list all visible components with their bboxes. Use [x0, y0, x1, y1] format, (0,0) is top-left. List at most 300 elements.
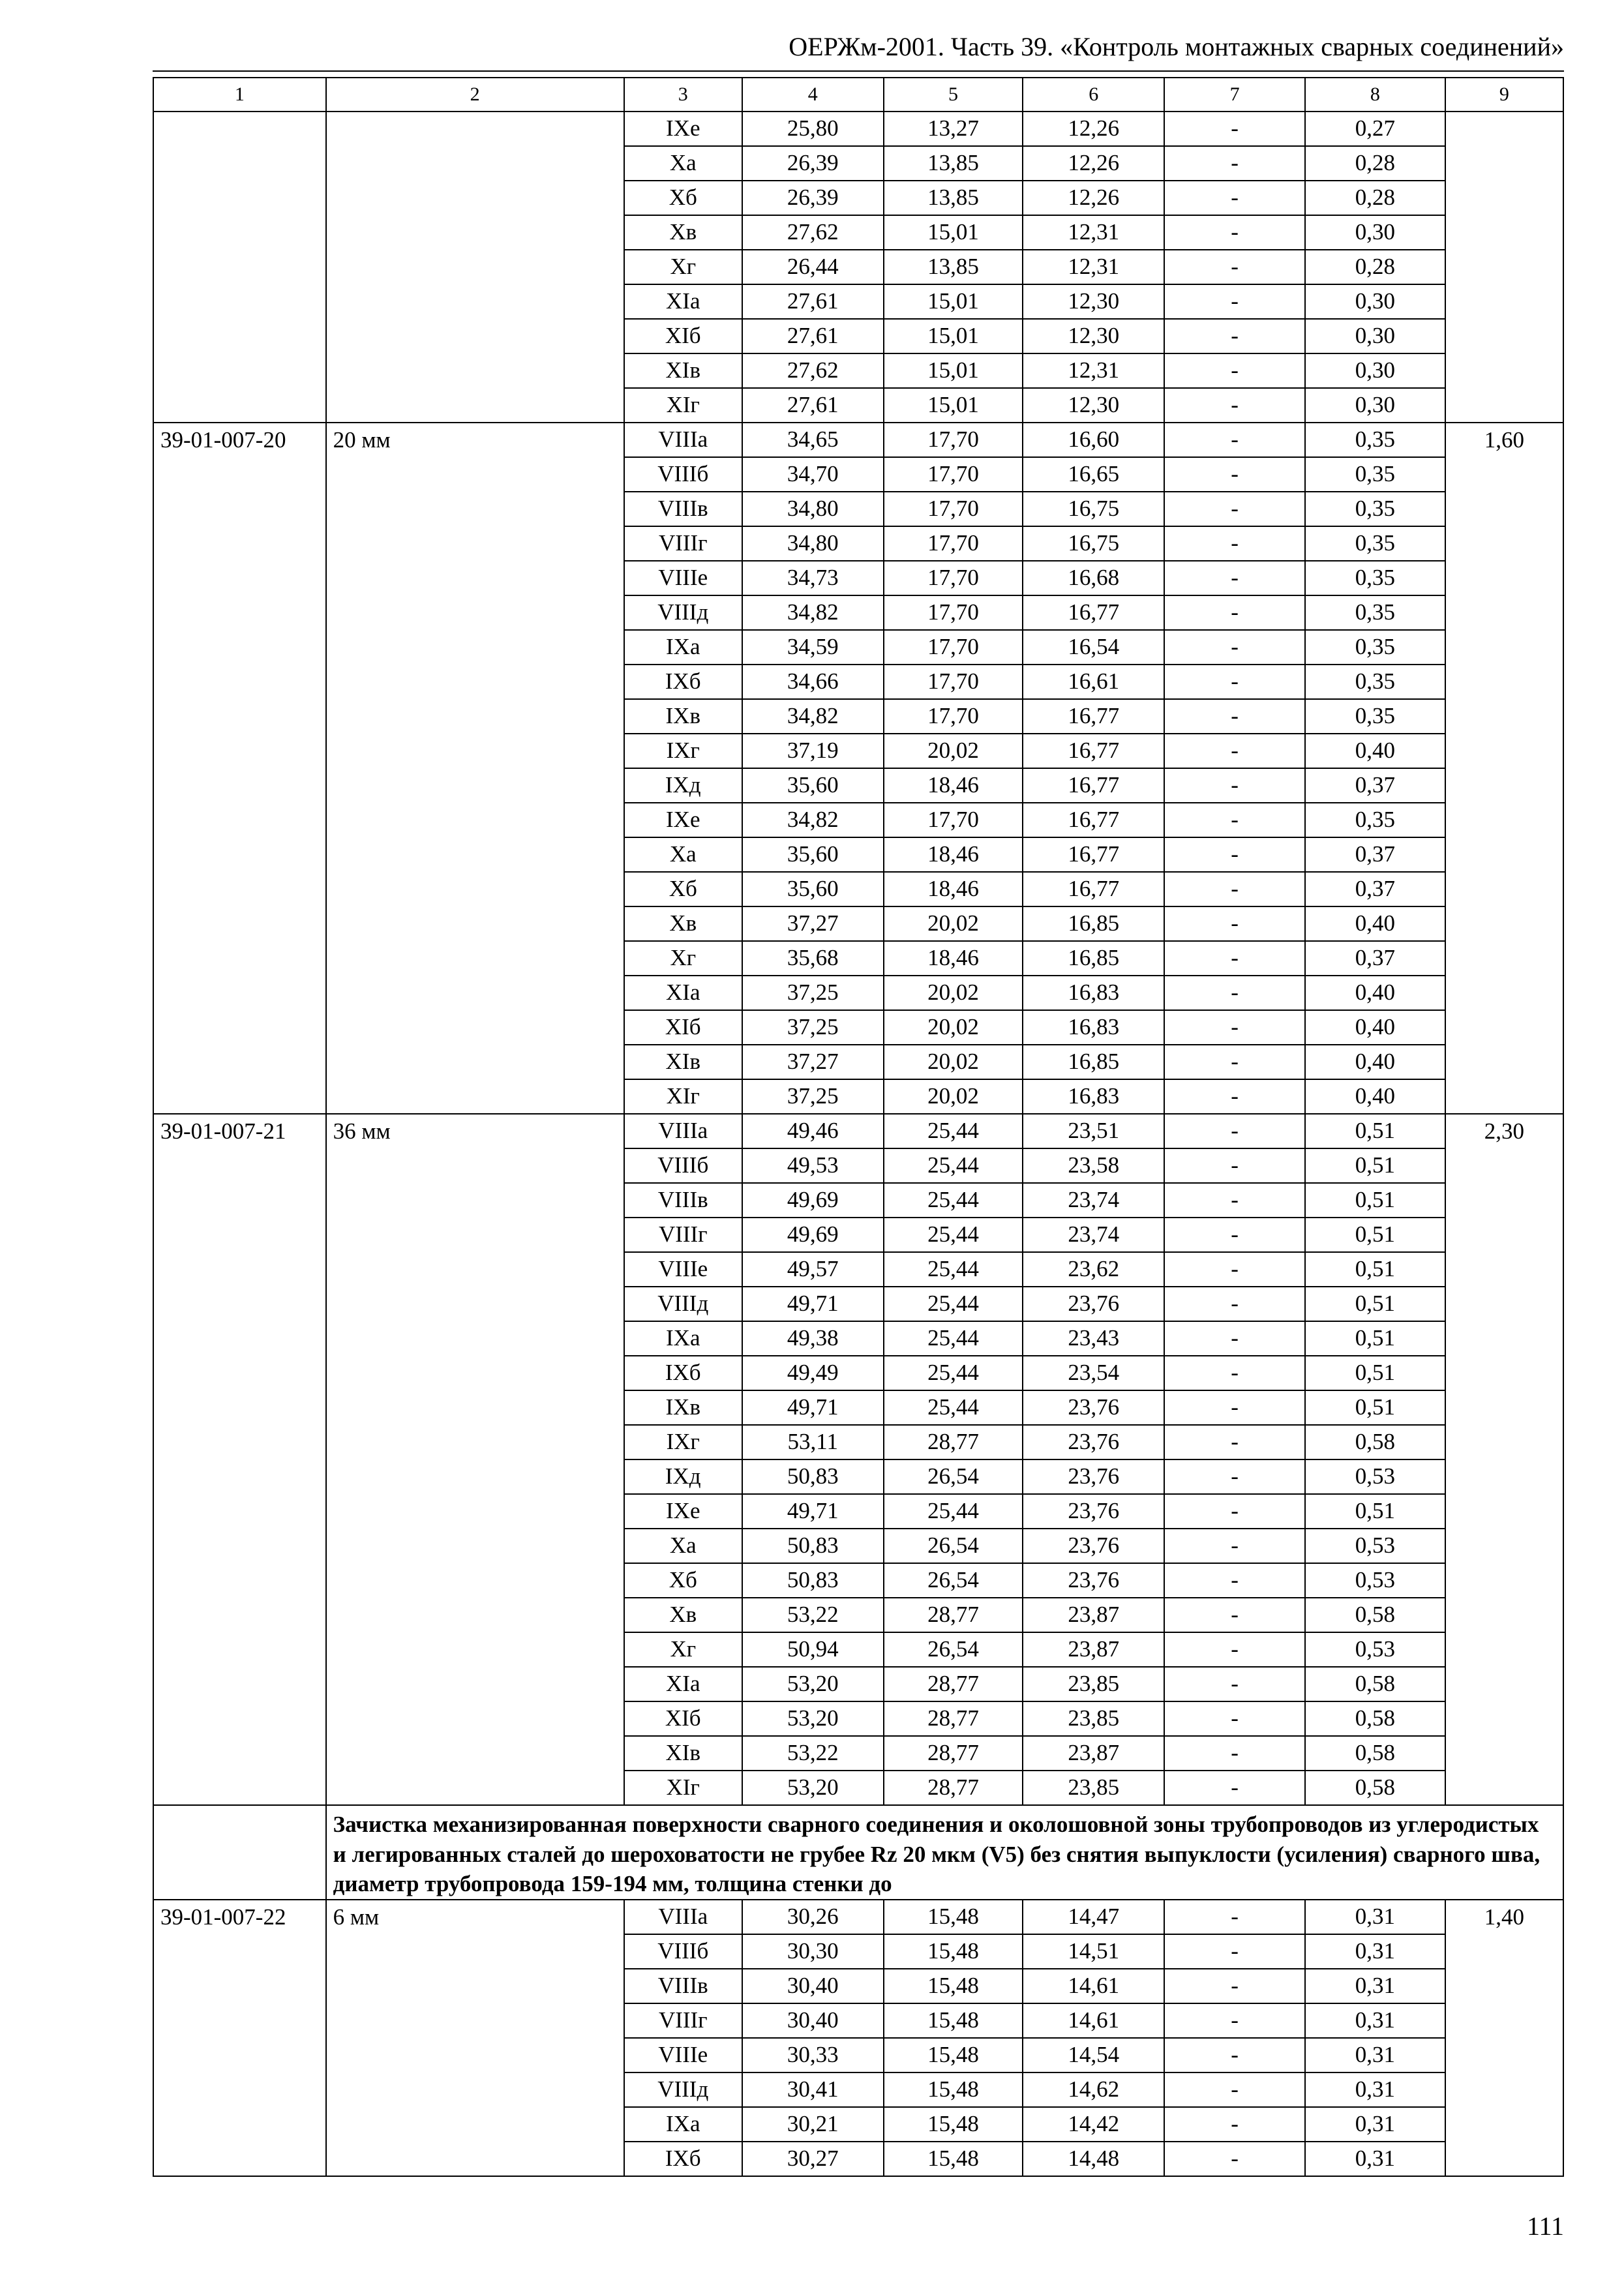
total-cost-cell: 26,39 [742, 181, 884, 215]
materials-cell: 0,53 [1305, 1459, 1445, 1494]
total-cost-cell: 37,25 [742, 1010, 884, 1045]
drivers-wages-cell: - [1164, 526, 1305, 561]
grade-cell: IXг [624, 1425, 742, 1459]
drivers-wages-cell: - [1164, 1148, 1305, 1183]
wages-cell: 18,46 [884, 768, 1023, 803]
drivers-wages-cell: - [1164, 388, 1305, 423]
total-cost-cell: 30,33 [742, 2038, 884, 2072]
materials-cell: 0,37 [1305, 768, 1445, 803]
drivers-wages-cell: - [1164, 2142, 1305, 2176]
materials-cell: 0,51 [1305, 1287, 1445, 1321]
drivers-wages-cell: - [1164, 906, 1305, 941]
grade-cell: XIа [624, 976, 742, 1010]
materials-cell: 0,30 [1305, 319, 1445, 353]
materials-cell: 0,31 [1305, 2072, 1445, 2107]
machines-cell: 12,26 [1023, 146, 1164, 181]
machines-cell: 16,77 [1023, 803, 1164, 837]
wages-cell: 25,44 [884, 1287, 1023, 1321]
grade-cell: VIIIб [624, 1148, 742, 1183]
wages-cell: 28,77 [884, 1667, 1023, 1701]
materials-cell: 0,58 [1305, 1701, 1445, 1736]
drivers-wages-cell: - [1164, 1900, 1305, 1934]
wages-cell: 15,01 [884, 215, 1023, 250]
total-cost-cell: 26,44 [742, 250, 884, 284]
column-number: 5 [884, 78, 1023, 112]
materials-cell: 0,51 [1305, 1148, 1445, 1183]
total-cost-cell: 49,71 [742, 1390, 884, 1425]
grade-cell: VIIIа [624, 1114, 742, 1148]
labor-norm: 1,40 [1445, 1900, 1563, 2176]
grade-cell: IXе [624, 1494, 742, 1529]
materials-cell: 0,31 [1305, 2003, 1445, 2038]
machines-cell: 23,87 [1023, 1736, 1164, 1771]
drivers-wages-cell: - [1164, 1563, 1305, 1598]
materials-cell: 0,27 [1305, 112, 1445, 146]
machines-cell: 23,87 [1023, 1632, 1164, 1667]
machines-cell: 23,85 [1023, 1701, 1164, 1736]
materials-cell: 0,58 [1305, 1667, 1445, 1701]
materials-cell: 0,51 [1305, 1183, 1445, 1218]
wages-cell: 13,85 [884, 250, 1023, 284]
grade-cell: VIIIг [624, 1218, 742, 1252]
table-row [153, 1900, 1563, 1934]
total-cost-cell: 50,83 [742, 1529, 884, 1563]
section-spacer [153, 1805, 326, 1900]
materials-cell: 0,58 [1305, 1736, 1445, 1771]
wages-cell: 15,48 [884, 2038, 1023, 2072]
total-cost-cell: 49,53 [742, 1148, 884, 1183]
materials-cell: 0,35 [1305, 457, 1445, 492]
wages-cell: 28,77 [884, 1771, 1023, 1805]
machines-cell: 14,42 [1023, 2107, 1164, 2142]
grade-cell: VIIIв [624, 1183, 742, 1218]
grade-cell: IXе [624, 112, 742, 146]
drivers-wages-cell: - [1164, 1969, 1305, 2003]
total-cost-cell: 49,46 [742, 1114, 884, 1148]
drivers-wages-cell: - [1164, 1287, 1305, 1321]
total-cost-cell: 30,30 [742, 1934, 884, 1969]
machines-cell: 12,31 [1023, 353, 1164, 388]
total-cost-cell: 30,21 [742, 2107, 884, 2142]
drivers-wages-cell: - [1164, 492, 1305, 526]
total-cost-cell: 34,65 [742, 423, 884, 457]
wages-cell: 25,44 [884, 1390, 1023, 1425]
drivers-wages-cell: - [1164, 941, 1305, 976]
drivers-wages-cell: - [1164, 595, 1305, 630]
wages-cell: 28,77 [884, 1425, 1023, 1459]
total-cost-cell: 27,61 [742, 388, 884, 423]
machines-cell: 23,87 [1023, 1598, 1164, 1632]
materials-cell: 0,35 [1305, 492, 1445, 526]
wages-cell: 15,48 [884, 1900, 1023, 1934]
total-cost-cell: 50,83 [742, 1563, 884, 1598]
materials-cell: 0,51 [1305, 1494, 1445, 1529]
grade-cell: Xа [624, 837, 742, 872]
total-cost-cell: 49,71 [742, 1287, 884, 1321]
materials-cell: 0,35 [1305, 803, 1445, 837]
materials-cell: 0,37 [1305, 872, 1445, 906]
drivers-wages-cell: - [1164, 112, 1305, 146]
drivers-wages-cell: - [1164, 1079, 1305, 1114]
materials-cell: 0,28 [1305, 250, 1445, 284]
materials-cell: 0,31 [1305, 1969, 1445, 2003]
wages-cell: 26,54 [884, 1632, 1023, 1667]
wages-cell: 18,46 [884, 941, 1023, 976]
materials-cell: 0,35 [1305, 595, 1445, 630]
materials-cell: 0,31 [1305, 2142, 1445, 2176]
machines-cell: 16,77 [1023, 595, 1164, 630]
machines-cell: 16,77 [1023, 734, 1164, 768]
wages-cell: 25,44 [884, 1252, 1023, 1287]
section-row [153, 1805, 1563, 1900]
drivers-wages-cell: - [1164, 1667, 1305, 1701]
machines-cell: 23,85 [1023, 1667, 1164, 1701]
grade-cell: IXб [624, 1356, 742, 1390]
drivers-wages-cell: - [1164, 2072, 1305, 2107]
machines-cell: 23,76 [1023, 1390, 1164, 1425]
drivers-wages-cell: - [1164, 1771, 1305, 1805]
materials-cell: 0,51 [1305, 1218, 1445, 1252]
header-rule [153, 70, 1564, 72]
wages-cell: 20,02 [884, 906, 1023, 941]
total-cost-cell: 49,57 [742, 1252, 884, 1287]
total-cost-cell: 35,60 [742, 768, 884, 803]
machines-cell: 23,76 [1023, 1563, 1164, 1598]
materials-cell: 0,51 [1305, 1356, 1445, 1390]
grade-cell: Xв [624, 215, 742, 250]
total-cost-cell: 25,80 [742, 112, 884, 146]
materials-cell: 0,30 [1305, 353, 1445, 388]
rate-code: 39-01-007-20 [153, 423, 326, 1114]
drivers-wages-cell: - [1164, 976, 1305, 1010]
grade-cell: Xг [624, 250, 742, 284]
drivers-wages-cell: - [1164, 630, 1305, 665]
drivers-wages-cell: - [1164, 1390, 1305, 1425]
grade-cell: XIг [624, 1771, 742, 1805]
total-cost-cell: 49,69 [742, 1183, 884, 1218]
total-cost-cell: 53,20 [742, 1701, 884, 1736]
machines-cell: 12,30 [1023, 284, 1164, 319]
wages-cell: 20,02 [884, 1045, 1023, 1079]
total-cost-cell: 53,22 [742, 1736, 884, 1771]
wages-cell: 18,46 [884, 872, 1023, 906]
grade-cell: XIв [624, 1736, 742, 1771]
materials-cell: 0,35 [1305, 561, 1445, 595]
wages-cell: 17,70 [884, 526, 1023, 561]
machines-cell: 12,31 [1023, 250, 1164, 284]
total-cost-cell: 53,22 [742, 1598, 884, 1632]
grade-cell: VIIIе [624, 561, 742, 595]
materials-cell: 0,51 [1305, 1114, 1445, 1148]
wages-cell: 15,48 [884, 2142, 1023, 2176]
wages-cell: 13,85 [884, 181, 1023, 215]
wages-cell: 25,44 [884, 1321, 1023, 1356]
drivers-wages-cell: - [1164, 1632, 1305, 1667]
total-cost-cell: 30,27 [742, 2142, 884, 2176]
drivers-wages-cell: - [1164, 1494, 1305, 1529]
materials-cell: 0,40 [1305, 1045, 1445, 1079]
wages-cell: 17,70 [884, 803, 1023, 837]
total-cost-cell: 49,49 [742, 1356, 884, 1390]
materials-cell: 0,58 [1305, 1771, 1445, 1805]
drivers-wages-cell: - [1164, 457, 1305, 492]
drivers-wages-cell: - [1164, 319, 1305, 353]
wages-cell: 20,02 [884, 1010, 1023, 1045]
wages-cell: 25,44 [884, 1114, 1023, 1148]
rate-code [153, 112, 326, 423]
drivers-wages-cell: - [1164, 1321, 1305, 1356]
rates-table [153, 77, 1564, 2177]
grade-cell: VIIIг [624, 2003, 742, 2038]
drivers-wages-cell: - [1164, 2038, 1305, 2072]
machines-cell: 14,61 [1023, 1969, 1164, 2003]
drivers-wages-cell: - [1164, 1045, 1305, 1079]
machines-cell: 14,48 [1023, 2142, 1164, 2176]
total-cost-cell: 37,19 [742, 734, 884, 768]
grade-cell: XIг [624, 388, 742, 423]
machines-cell: 23,58 [1023, 1148, 1164, 1183]
total-cost-cell: 34,80 [742, 492, 884, 526]
grade-cell: VIIIд [624, 2072, 742, 2107]
total-cost-cell: 53,20 [742, 1667, 884, 1701]
wages-cell: 17,70 [884, 630, 1023, 665]
grade-cell: XIб [624, 1010, 742, 1045]
drivers-wages-cell: - [1164, 353, 1305, 388]
total-cost-cell: 53,11 [742, 1425, 884, 1459]
total-cost-cell: 35,60 [742, 872, 884, 906]
machines-cell: 14,47 [1023, 1900, 1164, 1934]
drivers-wages-cell: - [1164, 284, 1305, 319]
grade-cell: Xв [624, 1598, 742, 1632]
grade-cell: VIIIб [624, 457, 742, 492]
drivers-wages-cell: - [1164, 699, 1305, 734]
materials-cell: 0,53 [1305, 1563, 1445, 1598]
column-number: 3 [624, 78, 742, 112]
grade-cell: VIIIе [624, 1252, 742, 1287]
wages-cell: 25,44 [884, 1183, 1023, 1218]
drivers-wages-cell: - [1164, 2003, 1305, 2038]
machines-cell: 16,77 [1023, 699, 1164, 734]
total-cost-cell: 30,41 [742, 2072, 884, 2107]
grade-cell: VIIIд [624, 595, 742, 630]
wages-cell: 17,70 [884, 561, 1023, 595]
machines-cell: 16,75 [1023, 526, 1164, 561]
wages-cell: 17,70 [884, 699, 1023, 734]
grade-cell: VIIIв [624, 492, 742, 526]
grade-cell: VIIIа [624, 1900, 742, 1934]
total-cost-cell: 37,25 [742, 976, 884, 1010]
column-number-row [153, 78, 1563, 112]
machines-cell: 12,31 [1023, 215, 1164, 250]
machines-cell: 16,54 [1023, 630, 1164, 665]
machines-cell: 16,60 [1023, 423, 1164, 457]
labor-norm: 1,60 [1445, 423, 1563, 1114]
materials-cell: 0,40 [1305, 976, 1445, 1010]
grade-cell: Xа [624, 146, 742, 181]
machines-cell: 23,74 [1023, 1218, 1164, 1252]
machines-cell: 23,54 [1023, 1356, 1164, 1390]
drivers-wages-cell: - [1164, 1934, 1305, 1969]
wall-thickness [326, 112, 624, 423]
total-cost-cell: 27,62 [742, 215, 884, 250]
machines-cell: 16,77 [1023, 768, 1164, 803]
materials-cell: 0,28 [1305, 181, 1445, 215]
drivers-wages-cell: - [1164, 1252, 1305, 1287]
wages-cell: 13,27 [884, 112, 1023, 146]
grade-cell: VIIIб [624, 1934, 742, 1969]
total-cost-cell: 27,62 [742, 353, 884, 388]
grade-cell: VIIIг [624, 526, 742, 561]
machines-cell: 16,77 [1023, 837, 1164, 872]
wages-cell: 28,77 [884, 1701, 1023, 1736]
drivers-wages-cell: - [1164, 215, 1305, 250]
machines-cell: 16,68 [1023, 561, 1164, 595]
grade-cell: XIг [624, 1079, 742, 1114]
machines-cell: 23,51 [1023, 1114, 1164, 1148]
total-cost-cell: 50,83 [742, 1459, 884, 1494]
materials-cell: 0,37 [1305, 837, 1445, 872]
total-cost-cell: 50,94 [742, 1632, 884, 1667]
machines-cell: 12,26 [1023, 181, 1164, 215]
grade-cell: Xб [624, 1563, 742, 1598]
materials-cell: 0,51 [1305, 1321, 1445, 1356]
grade-cell: IXа [624, 1321, 742, 1356]
machines-cell: 12,26 [1023, 112, 1164, 146]
materials-cell: 0,30 [1305, 388, 1445, 423]
drivers-wages-cell: - [1164, 1459, 1305, 1494]
wages-cell: 26,54 [884, 1459, 1023, 1494]
grade-cell: Xв [624, 906, 742, 941]
machines-cell: 16,65 [1023, 457, 1164, 492]
total-cost-cell: 49,71 [742, 1494, 884, 1529]
wages-cell: 15,48 [884, 2003, 1023, 2038]
grade-cell: VIIIв [624, 1969, 742, 2003]
machines-cell: 23,76 [1023, 1494, 1164, 1529]
drivers-wages-cell: - [1164, 1598, 1305, 1632]
table-row [153, 1114, 1563, 1148]
section-heading: Зачистка механизированная поверхности сварного соединения и околошовной зоны трубопроводов из углеродистых и легированных сталей до шероховатости не грубее Rz 20 мкм (V5) без снятия выпуклости (усиления) сварного шва, диаметр трубопровода 159-194 мм, толщина стенки до [326, 1805, 1563, 1900]
materials-cell: 0,51 [1305, 1252, 1445, 1287]
total-cost-cell: 30,40 [742, 1969, 884, 2003]
grade-cell: Xа [624, 1529, 742, 1563]
materials-cell: 0,40 [1305, 1079, 1445, 1114]
total-cost-cell: 30,26 [742, 1900, 884, 1934]
drivers-wages-cell: - [1164, 1736, 1305, 1771]
grade-cell: XIв [624, 353, 742, 388]
machines-cell: 23,62 [1023, 1252, 1164, 1287]
total-cost-cell: 34,80 [742, 526, 884, 561]
drivers-wages-cell: - [1164, 872, 1305, 906]
total-cost-cell: 53,20 [742, 1771, 884, 1805]
wages-cell: 28,77 [884, 1736, 1023, 1771]
drivers-wages-cell: - [1164, 1218, 1305, 1252]
materials-cell: 0,35 [1305, 526, 1445, 561]
materials-cell: 0,51 [1305, 1390, 1445, 1425]
wages-cell: 25,44 [884, 1148, 1023, 1183]
materials-cell: 0,53 [1305, 1529, 1445, 1563]
wages-cell: 15,48 [884, 2072, 1023, 2107]
machines-cell: 12,30 [1023, 388, 1164, 423]
wages-cell: 25,44 [884, 1356, 1023, 1390]
grade-cell: Xг [624, 1632, 742, 1667]
drivers-wages-cell: - [1164, 1114, 1305, 1148]
grade-cell: IXд [624, 1459, 742, 1494]
materials-cell: 0,31 [1305, 1934, 1445, 1969]
column-number: 2 [326, 78, 624, 112]
column-number: 4 [742, 78, 884, 112]
total-cost-cell: 34,82 [742, 699, 884, 734]
wages-cell: 25,44 [884, 1218, 1023, 1252]
total-cost-cell: 34,66 [742, 665, 884, 699]
grade-cell: XIб [624, 319, 742, 353]
drivers-wages-cell: - [1164, 1010, 1305, 1045]
drivers-wages-cell: - [1164, 768, 1305, 803]
machines-cell: 16,61 [1023, 665, 1164, 699]
materials-cell: 0,31 [1305, 2107, 1445, 2142]
wall-thickness: 20 мм [326, 423, 624, 1114]
materials-cell: 0,35 [1305, 630, 1445, 665]
grade-cell: IXв [624, 699, 742, 734]
wages-cell: 28,77 [884, 1598, 1023, 1632]
machines-cell: 16,83 [1023, 1079, 1164, 1114]
wages-cell: 17,70 [884, 457, 1023, 492]
materials-cell: 0,58 [1305, 1425, 1445, 1459]
wall-thickness: 6 мм [326, 1900, 624, 2176]
grade-cell: IXа [624, 2107, 742, 2142]
machines-cell: 14,51 [1023, 1934, 1164, 1969]
materials-cell: 0,28 [1305, 146, 1445, 181]
table-body [153, 78, 1563, 2176]
total-cost-cell: 49,69 [742, 1218, 884, 1252]
drivers-wages-cell: - [1164, 561, 1305, 595]
total-cost-cell: 27,61 [742, 284, 884, 319]
wages-cell: 20,02 [884, 734, 1023, 768]
wages-cell: 15,48 [884, 1934, 1023, 1969]
total-cost-cell: 27,61 [742, 319, 884, 353]
column-number: 8 [1305, 78, 1445, 112]
wages-cell: 20,02 [884, 1079, 1023, 1114]
drivers-wages-cell: - [1164, 803, 1305, 837]
drivers-wages-cell: - [1164, 837, 1305, 872]
grade-cell: IXе [624, 803, 742, 837]
machines-cell: 14,61 [1023, 2003, 1164, 2038]
wages-cell: 15,01 [884, 388, 1023, 423]
machines-cell: 16,83 [1023, 976, 1164, 1010]
drivers-wages-cell: - [1164, 423, 1305, 457]
wages-cell: 17,70 [884, 665, 1023, 699]
machines-cell: 23,76 [1023, 1529, 1164, 1563]
wages-cell: 18,46 [884, 837, 1023, 872]
wages-cell: 15,48 [884, 2107, 1023, 2142]
grade-cell: XIа [624, 1667, 742, 1701]
wages-cell: 17,70 [884, 595, 1023, 630]
grade-cell: IXа [624, 630, 742, 665]
grade-cell: Xг [624, 941, 742, 976]
drivers-wages-cell: - [1164, 1425, 1305, 1459]
materials-cell: 0,58 [1305, 1598, 1445, 1632]
machines-cell: 14,62 [1023, 2072, 1164, 2107]
materials-cell: 0,53 [1305, 1632, 1445, 1667]
grade-cell: VIIIа [624, 423, 742, 457]
machines-cell: 16,85 [1023, 941, 1164, 976]
total-cost-cell: 26,39 [742, 146, 884, 181]
materials-cell: 0,40 [1305, 906, 1445, 941]
materials-cell: 0,35 [1305, 665, 1445, 699]
drivers-wages-cell: - [1164, 1356, 1305, 1390]
machines-cell: 16,77 [1023, 872, 1164, 906]
total-cost-cell: 30,40 [742, 2003, 884, 2038]
machines-cell: 14,54 [1023, 2038, 1164, 2072]
